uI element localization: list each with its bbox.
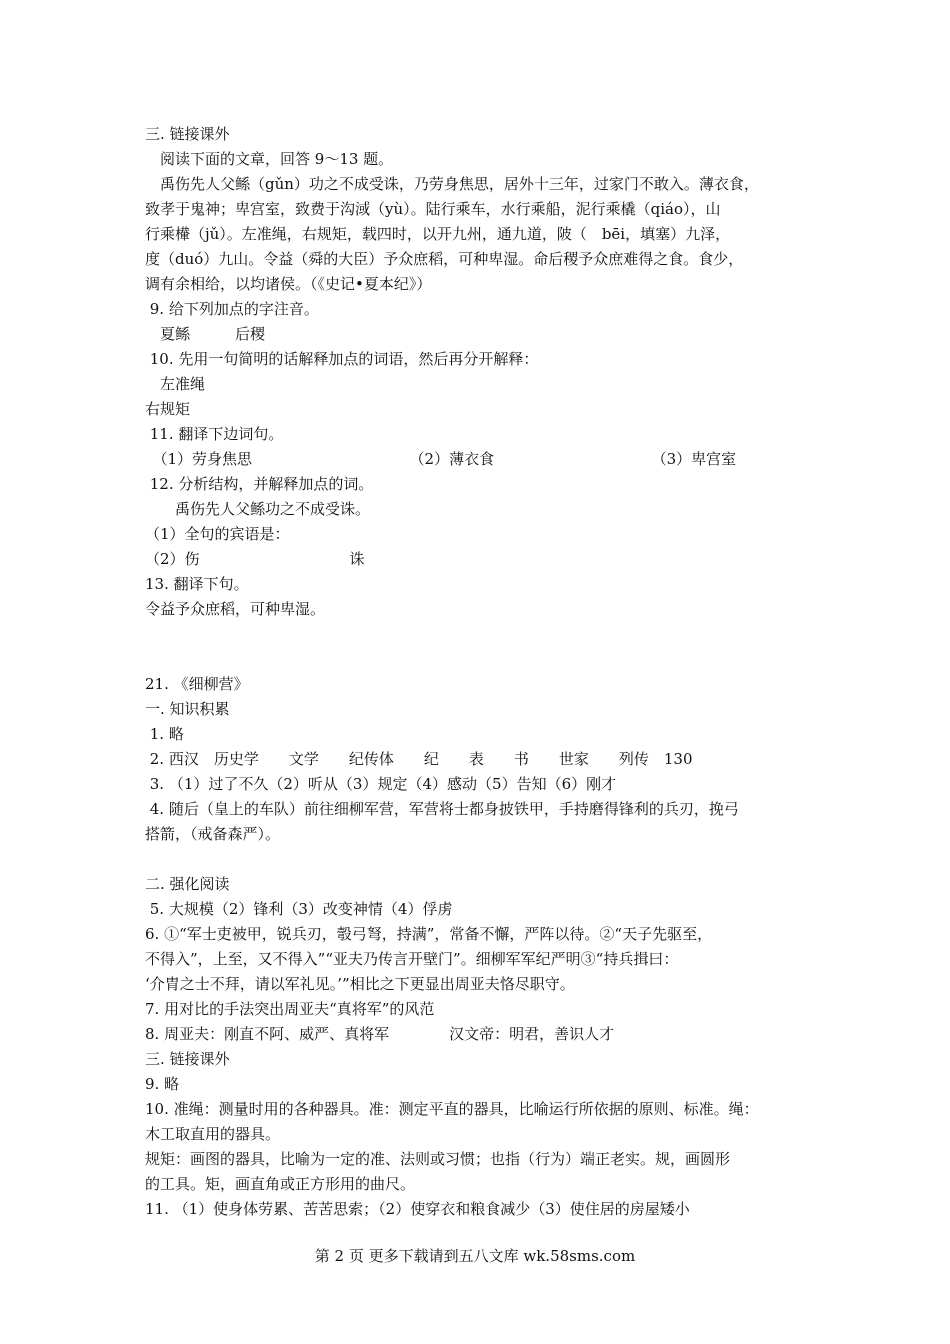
passage-line: 调有余相给，以均诸侯。（《史记•夏本纪》） [145,275,432,293]
answer-line: 1. 略 [145,725,184,743]
answer-line: ‘介胄之士不拜，请以军礼见。’”相比之下更显出周亚夫恪尽职守。 [145,975,575,993]
question-line: 禹伤先人父鲧功之不成受诛。 [145,500,371,518]
question-line: 12. 分析结构，并解释加点的词。 [145,475,374,493]
passage-line: 禹伤先人父鲧（gǔn）功之不成受诛，乃劳身焦思，居外十三年，过家门不敢入。薄衣食， [145,175,759,193]
passage-line: 度（duó）九山。令益（舜的大臣）予众庶稻，可种卑湿。命后稷予众庶难得之食。食少， [145,250,744,268]
section-heading: 三. 链接课外 [145,125,230,143]
question-line: （1）劳身焦思 （2）薄衣食 （3）卑宫室 [145,450,737,468]
answer-line: 10. 准绳：测量时用的各种器具。准：测定平直的器具，比喻运行所依据的原则、标准。绳： [145,1100,759,1118]
question-line: 9. 给下列加点的字注音。 [145,300,319,318]
answer-line: 搭箭，（戒备森严）。 [145,825,281,843]
answer-line: 9. 略 [145,1075,180,1093]
lesson-title: 21. 《细柳营》 [145,675,249,693]
answer-line: 4. 随后（皇上的车队）前往细柳军营，军营将士都身披铁甲，手持磨得锋利的兵刃，挽弓 [145,800,739,818]
question-line: 令益予众庶稻，可种卑湿。 [145,600,326,618]
question-line: 夏鲧 后稷 [145,325,266,343]
answer-line: 的工具。矩，画直角或正方形用的曲尺。 [145,1175,416,1193]
answer-line: 8. 周亚夫：刚直不阿、威严、真将军 汉文帝：明君，善识人才 [145,1025,615,1043]
question-line: 左准绳 [145,375,206,393]
question-line: 11. 翻译下边词句。 [145,425,284,443]
section-heading: 二. 强化阅读 [145,875,230,893]
answer-line: 2. 西汉 历史学 文学 纪传体 纪 表 书 世家 列传 130 [145,750,693,768]
answer-line: 不得入”，上至，又不得入”“亚夫乃传言开壁门”。细柳军军纪严明③“持兵揖曰： [145,950,679,968]
answer-line: 7. 用对比的手法突出周亚夫“真将军”的风范 [145,1000,435,1018]
answer-line: 木工取直用的器具。 [145,1125,281,1143]
answer-line: 11. （1）使身体劳累、苦苦思索；（2）使穿衣和粮食减少（3）使住居的房屋矮小 [145,1200,690,1218]
question-line: （1）全句的宾语是： [145,525,290,543]
answer-line: 6. ①“军士吏被甲，锐兵刃，彀弓弩，持满”，常备不懈，严阵以待。②“天子先驱至， [145,925,713,943]
answer-line: 5. 大规模（2）锋利（3）改变神情（4）俘虏 [145,900,453,918]
answer-line: 3. （1）过了不久（2）听从（3）规定（4）感动（5）告知（6）刚才 [145,775,617,793]
passage-line: 致孝于鬼神；卑宫室，致费于沟淢（yù）。陆行乘车，水行乘船，泥行乘橇（qiáo），山 [145,200,721,218]
page-footer: 第 2 页 更多下载请到五八文库 wk.58sms.com [314,1247,636,1265]
question-line: （2）伤 诛 [145,550,365,568]
question-line: 13. 翻译下句。 [145,575,249,593]
passage-line: 行乘檋（jǔ）。左准绳，右规矩，载四时，以开九州，通九道，陂（ bēi，填塞）九泽， [145,225,731,243]
reading-instruction: 阅读下面的文章，回答 9～13 题。 [145,150,394,168]
question-line: 10. 先用一句简明的话解释加点的词语，然后再分开解释： [145,350,539,368]
section-heading: 三. 链接课外 [145,1050,230,1068]
section-heading: 一. 知识积累 [145,700,230,718]
question-line: 右规矩 [145,400,191,418]
answer-line: 规矩：画图的器具，比喻为一定的准、法则或习惯；也指（行为）端正老实。规，画圆形 [145,1150,731,1168]
